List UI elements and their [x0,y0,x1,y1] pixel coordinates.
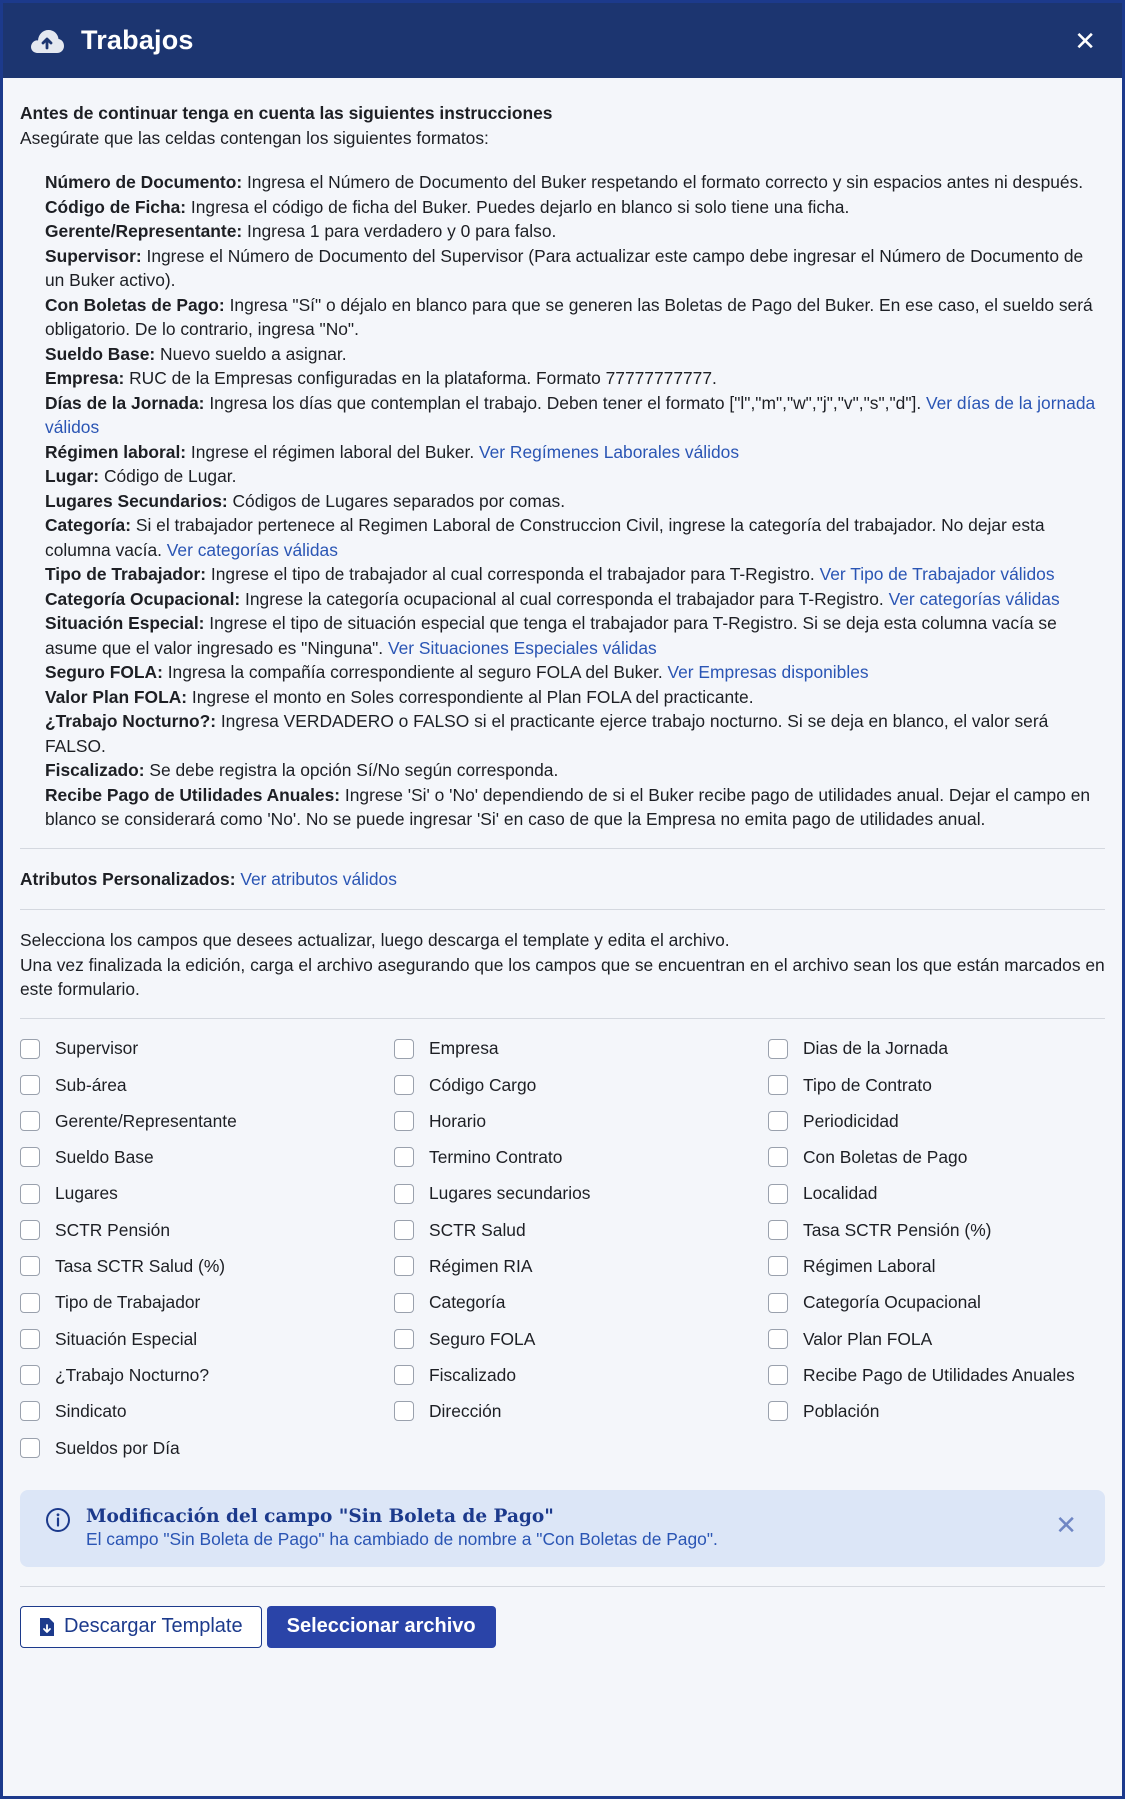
checkbox-box[interactable] [394,1365,414,1385]
instruction-item [45,244,1105,293]
field-checkbox[interactable] [394,1218,768,1242]
field-checkbox[interactable] [394,1145,768,1169]
checkbox-label: Dias de la Jornada [803,1038,949,1059]
instruction-item [45,195,1105,220]
checkbox-box[interactable] [20,1365,40,1385]
download-template-button[interactable] [20,1606,262,1648]
field-checkbox[interactable] [20,1145,394,1169]
checkbox-label: Situación Especial [55,1328,198,1349]
instruction-label: Empresa: [45,368,125,388]
instruction-text: Ingresa la compañía correspondiente al seguro FOLA del Buker. [162,662,668,682]
instruction-item [45,391,1105,440]
field-checkbox[interactable] [768,1327,1105,1351]
field-checkbox-grid [20,1037,1105,1460]
checkbox-label: Recibe Pago de Utilidades Anuales [803,1364,1075,1385]
field-checkbox[interactable] [394,1363,768,1387]
checkbox-label: Categoría [429,1292,506,1313]
close-icon[interactable]: ✕ [1074,25,1096,56]
instruction-item [45,685,1105,710]
custom-attributes-label: Atributos Personalizados: [20,868,236,889]
checkbox-label: Tasa SCTR Pensión (%) [803,1219,992,1240]
checkbox-label: Sub-área [55,1074,127,1095]
checkbox-box[interactable] [394,1220,414,1240]
field-checkbox[interactable] [394,1182,768,1206]
checkbox-label: SCTR Salud [429,1219,526,1240]
checkbox-box[interactable] [768,1401,788,1421]
instruction-text: Ingresa el código de ficha del Buker. Puedes dejarlo en blanco si solo tiene una ficha. [186,196,850,217]
instruction-item [45,366,1105,391]
instruction-item [45,170,1105,195]
instruction-item [45,219,1105,244]
instruction-label: Número de Documento: [45,172,243,192]
instruction-label: Situación Especial: [45,613,205,633]
checkbox-box[interactable] [394,1401,414,1421]
instruction-link[interactable]: Ver Situaciones Especiales válidas [387,637,657,658]
select-text-1: Selecciona los campos que desees actualizar, luego descarga el template y edita el archivo. [20,930,730,950]
instruction-link[interactable]: Ver Regímenes Laborales válidos [479,441,740,462]
info-alert [20,1490,1105,1567]
instruction-text: Ingresa VERDADERO o FALSO si el practicante ejerce trabajo nocturno. Si se deja en blanco, el valor será FALSO. [45,711,1049,756]
instruction-text: Ingrese el Número de Documento del Supervisor (Para actualizar este campo debe ingresar el Número de Documento de un Buker activo). [45,245,1084,290]
instruction-label: Código de Ficha: [45,196,187,217]
field-checkbox[interactable] [20,1218,394,1242]
field-checkbox[interactable] [768,1218,1105,1242]
field-checkbox[interactable] [768,1037,1105,1061]
instruction-text: Si el trabajador pertenece al Regimen Laboral de Construccion Civil, ingrese la categoría del trabajador. No dejar esta columna vacía. [45,515,1045,560]
instruction-item [45,440,1105,465]
checkbox-label: Tasa SCTR Salud (%) [55,1256,226,1277]
checkbox-label: Tipo de Trabajador [55,1292,201,1313]
instructions-subtitle: Asegúrate que las celdas contengan los siguientes formatos: [20,127,489,148]
instruction-item [45,464,1105,489]
checkbox-box[interactable] [768,1111,788,1131]
divider [20,1586,1105,1587]
checkbox-box[interactable] [394,1329,414,1349]
modal-body [3,78,1122,1648]
instruction-item [45,783,1105,832]
field-checkbox[interactable] [394,1037,768,1061]
field-checkbox[interactable] [394,1399,768,1423]
instruction-label: Sueldo Base: [45,343,156,364]
field-checkbox[interactable] [20,1436,394,1460]
field-checkbox[interactable] [20,1363,394,1387]
field-checkbox[interactable] [768,1182,1105,1206]
instruction-item [45,293,1105,342]
instruction-link[interactable]: Ver Tipo de Trabajador válidos [819,564,1055,584]
checkbox-box[interactable] [20,1256,40,1276]
checkbox-box[interactable] [768,1147,788,1167]
instruction-label: Régimen laboral: [45,441,187,462]
instruction-item [45,587,1105,612]
instruction-text: Nuevo sueldo a asignar. [155,343,347,364]
instruction-link[interactable]: Ver categorías válidas [166,539,338,560]
checkbox-box[interactable] [20,1184,40,1204]
alert-close-icon[interactable]: ✕ [1055,1509,1077,1540]
checkbox-box[interactable] [20,1329,40,1349]
checkbox-label: Termino Contrato [429,1147,563,1168]
modal-title: Trabajos [81,25,194,55]
modal-footer [20,1606,1105,1648]
checkbox-label: Población [803,1401,880,1422]
instruction-text: Ingrese el régimen laboral del Buker. [186,441,479,462]
instruction-text: Ingrese el tipo de situación especial que tenga el trabajador para T-Registro. Si se deja esta columna vacía se asume que el valor ingresado es "Ninguna". [45,613,1057,658]
instruction-label: Recibe Pago de Utilidades Anuales: [45,784,341,805]
instruction-text: Ingresa los días que contemplan el trabajo. Deben tener el formato ["l","m","w","j","v","s","d"]. [204,392,926,413]
instruction-link[interactable]: Ver categorías válidas [888,588,1060,609]
instruction-item [45,342,1105,367]
field-checkbox[interactable] [20,1109,394,1133]
checkbox-label: Fiscalizado [429,1364,516,1385]
checkbox-box[interactable] [20,1438,40,1458]
checkbox-label: Valor Plan FOLA [803,1328,933,1349]
checkbox-box[interactable] [394,1039,414,1059]
checkbox-box[interactable] [394,1184,414,1204]
checkbox-label: Código Cargo [429,1074,537,1095]
instruction-text: Ingrese el monto en Soles correspondiente al Plan FOLA del practicante. [187,686,754,707]
instruction-text: Código de Lugar. [99,466,237,486]
instruction-item [45,513,1105,562]
checkbox-label: Sueldos por Día [55,1437,180,1458]
field-checkbox[interactable] [20,1327,394,1351]
checkbox-box[interactable] [768,1184,788,1204]
field-checkbox[interactable] [394,1109,768,1133]
checkbox-label: Seguro FOLA [429,1328,536,1349]
instruction-label: ¿Trabajo Nocturno?: [45,711,217,731]
field-checkbox[interactable] [768,1073,1105,1097]
instruction-item [45,709,1105,758]
instruction-label: Gerente/Representante: [45,221,243,241]
select-file-button[interactable]: Seleccionar archivo [267,1606,496,1648]
checkbox-label: Tipo de Contrato [803,1074,932,1095]
checkbox-label: Régimen RIA [429,1256,533,1277]
instruction-label: Tipo de Trabajador: [45,564,207,584]
checkbox-box[interactable] [394,1293,414,1313]
instruction-text: Ingresa "Sí" o déjalo en blanco para que se generen las Boletas de Pago del Buker. En ese caso, el sueldo será obligatorio. De lo contrario, ingresa "No". [45,294,1093,339]
instruction-label: Con Boletas de Pago: [45,294,225,315]
checkbox-label: ¿Trabajo Nocturno? [55,1364,210,1385]
field-checkbox[interactable] [20,1291,394,1315]
instruction-text: Ingrese la categoría ocupacional al cual corresponda el trabajador para T-Registro. [240,588,889,609]
checkbox-label: Supervisor [55,1038,139,1059]
checkbox-label: Lugares [55,1183,118,1204]
instruction-item [45,611,1105,660]
checkbox-box[interactable] [394,1075,414,1095]
instructions-title: Antes de continuar tenga en cuenta las siguientes instrucciones [20,103,553,123]
cloud-upload-icon [29,27,65,55]
field-checkbox[interactable] [768,1399,1105,1423]
checkbox-label: Lugares secundarios [429,1183,591,1204]
instruction-label: Categoría Ocupacional: [45,588,241,609]
field-checkbox[interactable] [394,1073,768,1097]
instruction-label: Valor Plan FOLA: [45,686,188,707]
field-checkbox[interactable] [20,1037,394,1061]
field-checkbox[interactable] [394,1327,768,1351]
checkbox-box[interactable] [768,1329,788,1349]
field-checkbox[interactable] [768,1109,1105,1133]
divider [20,1018,1105,1019]
checkbox-label: SCTR Pensión [55,1219,171,1240]
checkbox-label: Régimen Laboral [803,1256,936,1277]
checkbox-box[interactable] [20,1293,40,1313]
instruction-text: Ingrese el tipo de trabajador al cual corresponda el trabajador para T-Registro. [206,564,820,584]
info-icon [45,1507,71,1533]
instruction-text: Ingresa 1 para verdadero y 0 para falso. [242,221,557,241]
custom-attributes [20,867,1105,892]
checkbox-label: Con Boletas de Pago [803,1147,968,1168]
instruction-label: Supervisor: [45,245,142,266]
instruction-text: Códigos de Lugares separados por comas. [227,490,566,511]
select-text-2: Una vez finalizada la edición, carga el archivo asegurando que los campos que se encuentran en el archivo sean los que están marcados en este formulario. [20,954,1105,999]
checkbox-box[interactable] [768,1365,788,1385]
instruction-label: Lugar: [45,466,100,486]
modal-header [3,3,1122,78]
checkbox-box[interactable] [394,1147,414,1167]
view-attributes-link[interactable]: Ver atributos válidos [240,868,397,889]
instruction-label: Fiscalizado: [45,760,145,780]
checkbox-box[interactable] [20,1075,40,1095]
instruction-item [45,489,1105,514]
field-checkbox[interactable] [394,1254,768,1278]
checkbox-box[interactable] [394,1256,414,1276]
checkbox-box[interactable] [768,1039,788,1059]
checkbox-box[interactable] [768,1293,788,1313]
checkbox-label: Periodicidad [803,1110,899,1131]
instruction-label: Lugares Secundarios: [45,490,228,511]
checkbox-box[interactable] [768,1220,788,1240]
alert-title: Modificación del campo "Sin Boleta de Pago" [86,1505,554,1527]
instruction-label: Categoría: [45,515,132,535]
field-checkbox[interactable] [768,1291,1105,1315]
instruction-link[interactable]: Ver Empresas disponibles [667,662,869,682]
divider [20,848,1105,849]
field-checkbox[interactable] [20,1182,394,1206]
field-checkbox[interactable] [20,1073,394,1097]
instruction-label: Días de la Jornada: [45,392,205,413]
checkbox-box[interactable] [20,1039,40,1059]
instruction-item [45,758,1105,783]
instruction-item [45,562,1105,587]
field-checkbox[interactable] [768,1254,1105,1278]
checkbox-label: Dirección [429,1401,502,1422]
download-template-label: Descargar Template [64,1615,243,1638]
field-checkbox[interactable] [768,1363,1105,1387]
checkbox-box[interactable] [20,1220,40,1240]
checkbox-label: Sindicato [55,1401,127,1422]
instruction-item [45,660,1105,685]
instructions-list [20,170,1105,832]
checkbox-label: Empresa [429,1038,499,1059]
checkbox-box[interactable] [20,1147,40,1167]
alert-body: El campo "Sin Boleta de Pago" ha cambiado de nombre a "Con Boletas de Pago". [86,1528,718,1549]
checkbox-box[interactable] [768,1075,788,1095]
file-download-icon [39,1617,55,1637]
checkbox-label: Sueldo Base [55,1147,154,1168]
instruction-label: Seguro FOLA: [45,662,163,682]
field-checkbox[interactable] [768,1145,1105,1169]
checkbox-label: Localidad [803,1183,878,1204]
field-checkbox[interactable] [20,1399,394,1423]
field-checkbox[interactable] [20,1254,394,1278]
checkbox-box[interactable] [768,1256,788,1276]
field-checkbox[interactable] [394,1291,768,1315]
checkbox-label: Categoría Ocupacional [803,1292,981,1313]
instruction-text: Ingrese 'Si' o 'No' dependiendo de si el Buker recibe pago de utilidades anual. Dejar el campo en blanco se considerará como 'No'. No se puede ingresar 'Si' en caso de que la Empresa no emita pago de utilidades anual. [45,784,1091,829]
instruction-text: RUC de la Empresas configuradas en la plataforma. Formato 77777777777. [124,368,717,388]
checkbox-label: Gerente/Representante [55,1110,237,1131]
checkbox-label: Horario [429,1110,487,1131]
instruction-text: Ingresa el Número de Documento del Buker respetando el formato correcto y sin espacios antes ni después. [242,172,1084,192]
instruction-text: Se debe registra la opción Sí/No según corresponda. [144,760,559,780]
checkbox-box[interactable] [20,1401,40,1421]
checkbox-box[interactable] [394,1111,414,1131]
instruction-link[interactable]: Ver días de la jornada válidos [45,392,1096,437]
checkbox-box[interactable] [20,1111,40,1131]
divider [20,909,1105,910]
